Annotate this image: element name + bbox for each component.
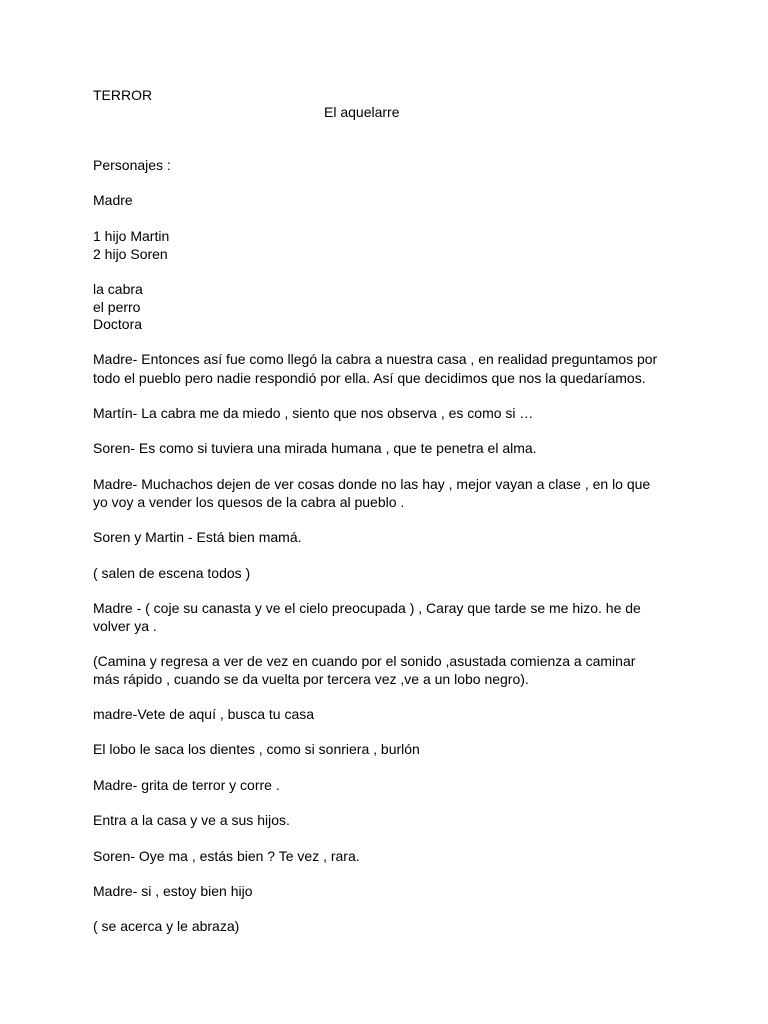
character-son-1: 1 hijo Martin — [93, 228, 170, 244]
character-mother: Madre — [93, 192, 133, 208]
script-line: Soren y Martin - Está bien mamá. — [93, 529, 302, 545]
script-line: Soren- Es como si tuviera una mirada humana , que te penetra el alma. — [93, 440, 537, 456]
script-line: Entra a la casa y ve a sus hijos. — [93, 812, 290, 828]
script-line: madre-Vete de aquí , busca tu casa — [93, 706, 315, 722]
genre-label: TERROR — [93, 87, 153, 103]
character-doctor: Doctora — [93, 316, 143, 332]
document-title: El aquelarre — [324, 104, 400, 120]
character-goat: la cabra — [93, 281, 143, 297]
script-line: El lobo le saca los dientes , como si sonriera , burlón — [93, 741, 420, 757]
character-dog: el perro — [93, 299, 141, 315]
script-line: Madre - ( coje su canasta y ve el cielo preocupada ) , Caray que tarde se me hizo. he de — [93, 600, 641, 616]
character-son-2: 2 hijo Soren — [93, 246, 168, 262]
characters-heading: Personajes : — [93, 157, 171, 173]
script-line: ( se acerca y le abraza) — [93, 918, 240, 934]
script-line: todo el pueblo pero nadie respondió por ella. Así que decidimos que nos la quedaríamos. — [93, 370, 646, 386]
script-line: Madre- grita de terror y corre . — [93, 777, 280, 793]
script-line: más rápido , cuando se da vuelta por tercera vez ,ve a un lobo negro). — [93, 671, 529, 687]
script-line: (Camina y regresa a ver de vez en cuando por el sonido ,asustada comienza a caminar — [93, 653, 636, 669]
script-line: Madre- Entonces así fue como llegó la cabra a nuestra casa , en realidad preguntamos por — [93, 351, 658, 367]
script-line: Martín- La cabra me da miedo , siento que nos observa , es como si … — [93, 405, 534, 421]
script-line: Madre- Muchachos dejen de ver cosas donde no las hay , mejor vayan a clase , en lo que — [93, 476, 651, 492]
script-line: Madre- si , estoy bien hijo — [93, 883, 253, 899]
script-line: volver ya . — [93, 618, 157, 634]
script-line: Soren- Oye ma , estás bien ? Te vez , rara. — [93, 848, 360, 864]
script-line: yo voy a vender los quesos de la cabra al pueblo . — [93, 494, 405, 510]
script-line: ( salen de escena todos ) — [93, 565, 251, 581]
